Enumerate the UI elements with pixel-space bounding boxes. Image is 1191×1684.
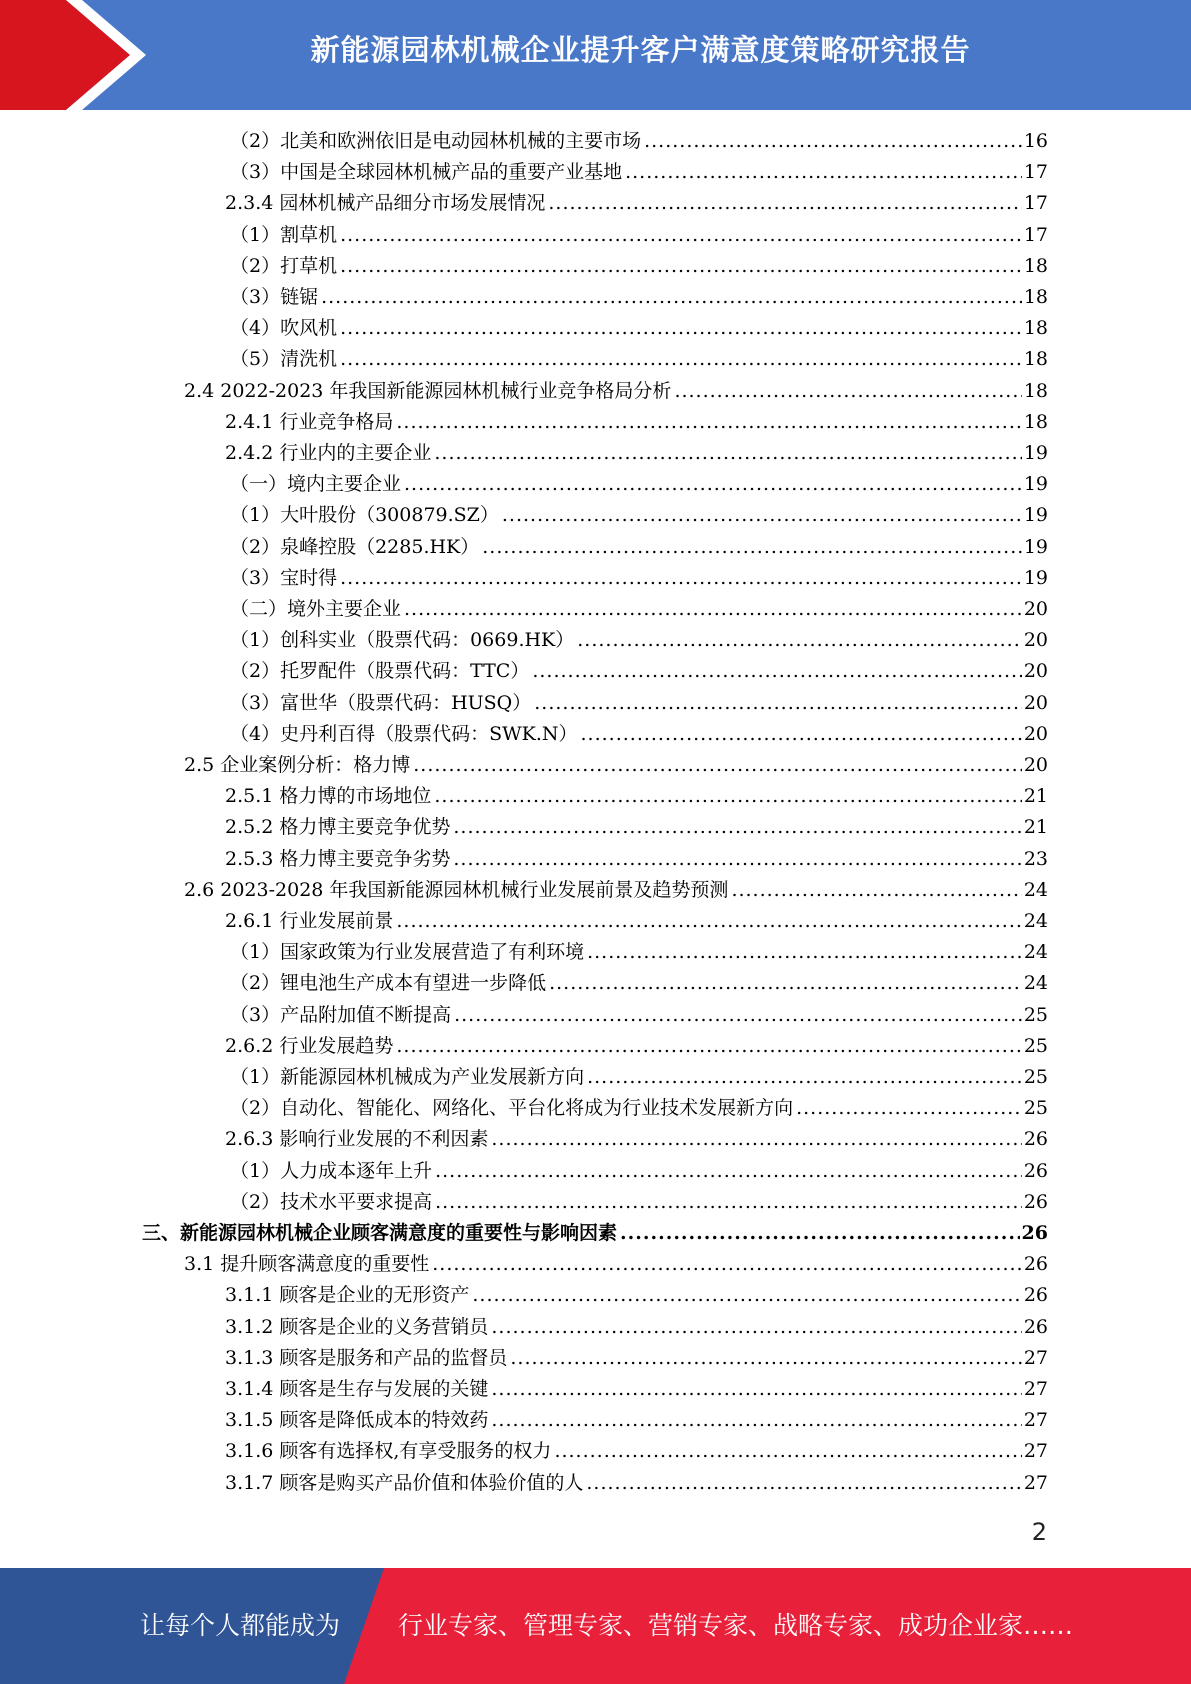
toc-leader-dots (321, 282, 1022, 313)
toc-entry[interactable] (225, 1405, 1048, 1436)
toc-leader-dots (340, 313, 1022, 344)
toc-entry-page: 21 (1023, 785, 1048, 808)
page-header (0, 0, 1191, 110)
toc-entry-page: 25 (1023, 1097, 1048, 1120)
toc-entry-page: 25 (1023, 1003, 1048, 1026)
toc-entry-title: 2.6 2023-2028 年我国新能源园林机械行业发展前景及趋势预测 (184, 878, 729, 901)
toc-leader-dots (731, 875, 1021, 906)
toc-entry-page: 18 (1023, 348, 1048, 371)
toc-entry-page: 26 (1023, 1253, 1048, 1276)
toc-leader-dots (434, 438, 1021, 469)
toc-entry-title: 3.1.4 顾客是生存与发展的关键 (225, 1378, 489, 1400)
page-number: 2 (1031, 1518, 1047, 1546)
toc-entry[interactable] (225, 1280, 1048, 1311)
toc-entry-page: 19 (1023, 566, 1048, 589)
toc-leader-dots (340, 251, 1022, 282)
toc-entry-page: 20 (1023, 754, 1048, 776)
toc-entry-page: 20 (1023, 691, 1048, 714)
toc-entry[interactable] (230, 1062, 1048, 1093)
toc-leader-dots (577, 625, 1022, 656)
toc-leader-dots (674, 376, 1021, 407)
toc-leader-dots (404, 469, 1022, 500)
toc-entry[interactable] (225, 1468, 1048, 1499)
toc-entry-page: 23 (1023, 847, 1048, 870)
toc-entry-title: （1）大叶股份（300879.SZ） (230, 504, 499, 527)
toc-entry-title: （1）创科实业（股票代码：0669.HK） (230, 629, 575, 652)
toc-entry-title: 2.4.1 行业竞争格局 (225, 410, 394, 433)
toc-leader-dots (413, 750, 1022, 781)
toc-entry[interactable] (230, 563, 1048, 594)
toc-leader-dots (396, 906, 1021, 937)
toc-entry[interactable] (225, 1343, 1048, 1374)
toc-entry-page: 27 (1023, 1378, 1048, 1400)
toc-entry-title: 3.1.5 顾客是降低成本的特效药 (225, 1409, 489, 1432)
toc-entry[interactable] (230, 1187, 1048, 1218)
toc-entry-title: 2.6.1 行业发展前景 (225, 910, 394, 932)
toc-entry[interactable] (230, 220, 1048, 251)
toc-leader-dots (340, 220, 1022, 251)
toc-entry-title: （3）宝时得 (230, 566, 338, 589)
toc-entry-title: （2）锂电池生产成本有望进一步降低 (230, 972, 547, 995)
toc-entry-page: 26 (1023, 1315, 1048, 1338)
toc-entry-title: （1）割草机 (230, 223, 338, 246)
toc-entry-title: （3）链锯 (230, 286, 319, 308)
toc-leader-dots (454, 1000, 1022, 1031)
report-title: 新能源园林机械企业提升客户满意度策略研究报告 (310, 33, 971, 67)
toc-entry-title: （3）产品附加值不断提高 (230, 1003, 452, 1026)
toc-leader-dots (502, 500, 1022, 531)
page-footer (0, 1568, 1191, 1684)
toc-entry-title: 3.1.7 顾客是购买产品价值和体验价值的人 (225, 1471, 584, 1494)
toc-entry-title: （5）清洗机 (230, 348, 338, 371)
toc-entry-title: 2.5.2 格力博主要竞争优势 (225, 816, 451, 839)
toc-entry[interactable] (225, 781, 1048, 812)
toc-entry[interactable] (230, 313, 1048, 344)
toc-entry[interactable] (230, 126, 1048, 157)
toc-entry-title: （2）泉峰控股（2285.HK） (230, 535, 480, 558)
toc-leader-dots (453, 812, 1021, 843)
toc-leader-dots (510, 1343, 1021, 1374)
toc-leader-dots (620, 1218, 1020, 1249)
toc-entry-page: 18 (1023, 254, 1048, 277)
toc-entry-page: 17 (1023, 161, 1048, 184)
toc-leader-dots (549, 968, 1022, 999)
toc-leader-dots (340, 563, 1022, 594)
toc-entry-page: 27 (1023, 1471, 1048, 1494)
toc-leader-dots (491, 1124, 1021, 1155)
toc-entry[interactable] (230, 251, 1048, 282)
toc-entry-page: 24 (1023, 910, 1048, 932)
toc-entry-page: 27 (1023, 1346, 1048, 1369)
toc-leader-dots (435, 1187, 1022, 1218)
toc-entry[interactable] (225, 906, 1048, 937)
toc-entry-title: （2）托罗配件（股票代码：TTC） (230, 660, 530, 683)
toc-entry[interactable] (230, 500, 1048, 531)
toc-entry[interactable] (225, 844, 1048, 875)
toc-entry[interactable] (230, 1000, 1048, 1031)
toc-entry-page: 20 (1023, 598, 1048, 620)
toc-entry[interactable] (184, 875, 1048, 906)
toc-leader-dots (472, 1280, 1021, 1311)
toc-entry-page: 18 (1023, 286, 1048, 308)
toc-entry-page: 26 (1023, 1284, 1048, 1307)
toc-entry-page: 24 (1023, 941, 1048, 964)
toc-leader-dots (453, 844, 1021, 875)
toc-leader-dots (796, 1093, 1022, 1124)
toc-entry[interactable] (225, 188, 1048, 219)
toc-entry-title: 2.5.1 格力博的市场地位 (225, 785, 432, 808)
toc-entry-title: （2）自动化、智能化、网络化、平台化将成为行业技术发展新方向 (230, 1097, 794, 1120)
toc-entry-title: （1）国家政策为行业发展营造了有利环境 (230, 941, 585, 964)
toc-entry-title: 2.6.2 行业发展趋势 (225, 1034, 394, 1057)
toc-entry[interactable] (184, 1249, 1048, 1280)
toc-entry-page: 26 (1021, 1222, 1048, 1244)
toc-entry-title: （3）中国是全球园林机械产品的重要产业基地 (230, 161, 623, 184)
toc-entry-page: 19 (1023, 473, 1048, 496)
toc-leader-dots (491, 1405, 1021, 1436)
toc-entry[interactable] (230, 937, 1048, 968)
toc-leader-dots (534, 688, 1022, 719)
toc-entry-page: 17 (1023, 223, 1048, 246)
toc-entry[interactable] (184, 750, 1048, 781)
toc-entry-title: （1）人力成本逐年上升 (230, 1159, 433, 1182)
toc-entry-title: （1）新能源园林机械成为产业发展新方向 (230, 1066, 585, 1088)
toc-entry[interactable] (225, 1124, 1048, 1155)
toc-entry-title: （2）技术水平要求提高 (230, 1190, 433, 1213)
toc-leader-dots (581, 719, 1022, 750)
toc-leader-dots (435, 1156, 1022, 1187)
toc-entry-page: 18 (1023, 410, 1048, 433)
toc-entry[interactable] (225, 1031, 1048, 1062)
toc-entry[interactable] (142, 1218, 1048, 1249)
toc-entry[interactable] (184, 376, 1048, 407)
toc-leader-dots (491, 1312, 1021, 1343)
toc-leader-dots (396, 1031, 1021, 1062)
toc-leader-dots (432, 1249, 1022, 1280)
toc-leader-dots (548, 188, 1021, 219)
toc-entry[interactable] (230, 656, 1048, 687)
toc-entry-title: （4）史丹利百得（股票代码：SWK.N） (230, 722, 578, 745)
toc-entry-title: （一）境内主要企业 (230, 473, 402, 496)
toc-entry[interactable] (225, 438, 1048, 469)
toc-entry-title: （二）境外主要企业 (230, 598, 402, 620)
toc-leader-dots (482, 532, 1022, 563)
toc-entry-title: 3.1.6 顾客有选择权,有享受服务的权力 (225, 1440, 552, 1463)
toc-entry[interactable] (225, 1374, 1048, 1405)
toc-entry[interactable] (230, 968, 1048, 999)
toc-leader-dots (587, 937, 1022, 968)
toc-entry[interactable] (230, 719, 1048, 750)
toc-entry-title: 2.4 2022-2023 年我国新能源园林机械行业竞争格局分析 (184, 379, 672, 402)
toc-entry-title: （4）吹风机 (230, 317, 338, 340)
footer-slogan-left: 让每个人都能成为 (140, 1611, 341, 1640)
toc-entry-page: 18 (1023, 379, 1048, 402)
toc-entry[interactable] (230, 469, 1048, 500)
toc-entry[interactable] (230, 532, 1048, 563)
toc-entry-page: 26 (1023, 1159, 1048, 1182)
toc-entry-page: 19 (1023, 504, 1048, 527)
toc-entry-title: 2.3.4 园林机械产品细分市场发展情况 (225, 192, 546, 215)
toc-entry-page: 17 (1023, 192, 1048, 215)
toc-leader-dots (625, 157, 1022, 188)
toc-entry[interactable] (230, 1093, 1048, 1124)
toc-entry[interactable] (230, 625, 1048, 656)
toc-entry-page: 27 (1023, 1440, 1048, 1463)
toc-leader-dots (396, 407, 1021, 438)
toc-entry-page: 25 (1023, 1066, 1048, 1088)
toc-entry-page: 20 (1023, 629, 1048, 652)
toc-entry-page: 24 (1023, 972, 1048, 995)
toc-entry[interactable] (225, 407, 1048, 438)
toc-entry-title: （2）北美和欧洲依旧是电动园林机械的主要市场 (230, 130, 642, 152)
toc-entry-page: 19 (1023, 535, 1048, 558)
toc-leader-dots (587, 1062, 1022, 1093)
toc-entry-title: 2.5.3 格力博主要竞争劣势 (225, 847, 451, 870)
toc-entry-title: 3.1.3 顾客是服务和产品的监督员 (225, 1346, 508, 1369)
toc-entry[interactable] (230, 344, 1048, 375)
toc-leader-dots (532, 656, 1021, 687)
toc-leader-dots (644, 126, 1022, 157)
toc-entry[interactable] (230, 157, 1048, 188)
toc-leader-dots (554, 1436, 1021, 1467)
toc-entry[interactable] (230, 594, 1048, 625)
toc-entry-page: 27 (1023, 1409, 1048, 1432)
toc-entry[interactable] (230, 1156, 1048, 1187)
toc-leader-dots (586, 1468, 1021, 1499)
toc-entry[interactable] (230, 688, 1048, 719)
toc-entry-page: 26 (1023, 1190, 1048, 1213)
toc-entry-title: 3.1.1 顾客是企业的无形资产 (225, 1284, 470, 1307)
toc-entry[interactable] (225, 812, 1048, 843)
toc-leader-dots (434, 781, 1021, 812)
toc-entry-page: 18 (1023, 317, 1048, 340)
toc-entry-title: （2）打草机 (230, 254, 338, 277)
toc-entry-title: 3.1.2 顾客是企业的义务营销员 (225, 1315, 489, 1338)
toc-entry-title: 三、新能源园林机械企业顾客满意度的重要性与影响因素 (142, 1222, 618, 1244)
toc-entry-title: 2.5 企业案例分析：格力博 (184, 754, 411, 776)
toc-entry-title: 2.4.2 行业内的主要企业 (225, 442, 432, 464)
toc-leader-dots (404, 594, 1022, 625)
toc-entry-page: 21 (1023, 816, 1048, 839)
toc-entry-page: 20 (1023, 722, 1048, 745)
toc-entry[interactable] (225, 1312, 1048, 1343)
toc-leader-dots (491, 1374, 1021, 1405)
toc-entry[interactable] (225, 1436, 1048, 1467)
toc-entry-page: 24 (1023, 878, 1048, 901)
toc-entry-page: 20 (1023, 660, 1048, 683)
toc-entry-page: 26 (1023, 1128, 1048, 1151)
toc-entry-page: 25 (1023, 1034, 1048, 1057)
footer-slogan-right: 行业专家、管理专家、营销专家、战略专家、成功企业家…… (398, 1611, 1074, 1640)
toc-entry-page: 16 (1023, 130, 1048, 152)
toc-entry-title: （3）富世华（股票代码：HUSQ） (230, 691, 532, 714)
toc-leader-dots (340, 344, 1022, 375)
toc-entry[interactable] (230, 282, 1048, 313)
toc-entry-page: 19 (1023, 442, 1048, 464)
toc-entry-title: 3.1 提升顾客满意度的重要性 (184, 1253, 430, 1276)
toc-entry-title: 2.6.3 影响行业发展的不利因素 (225, 1128, 489, 1151)
